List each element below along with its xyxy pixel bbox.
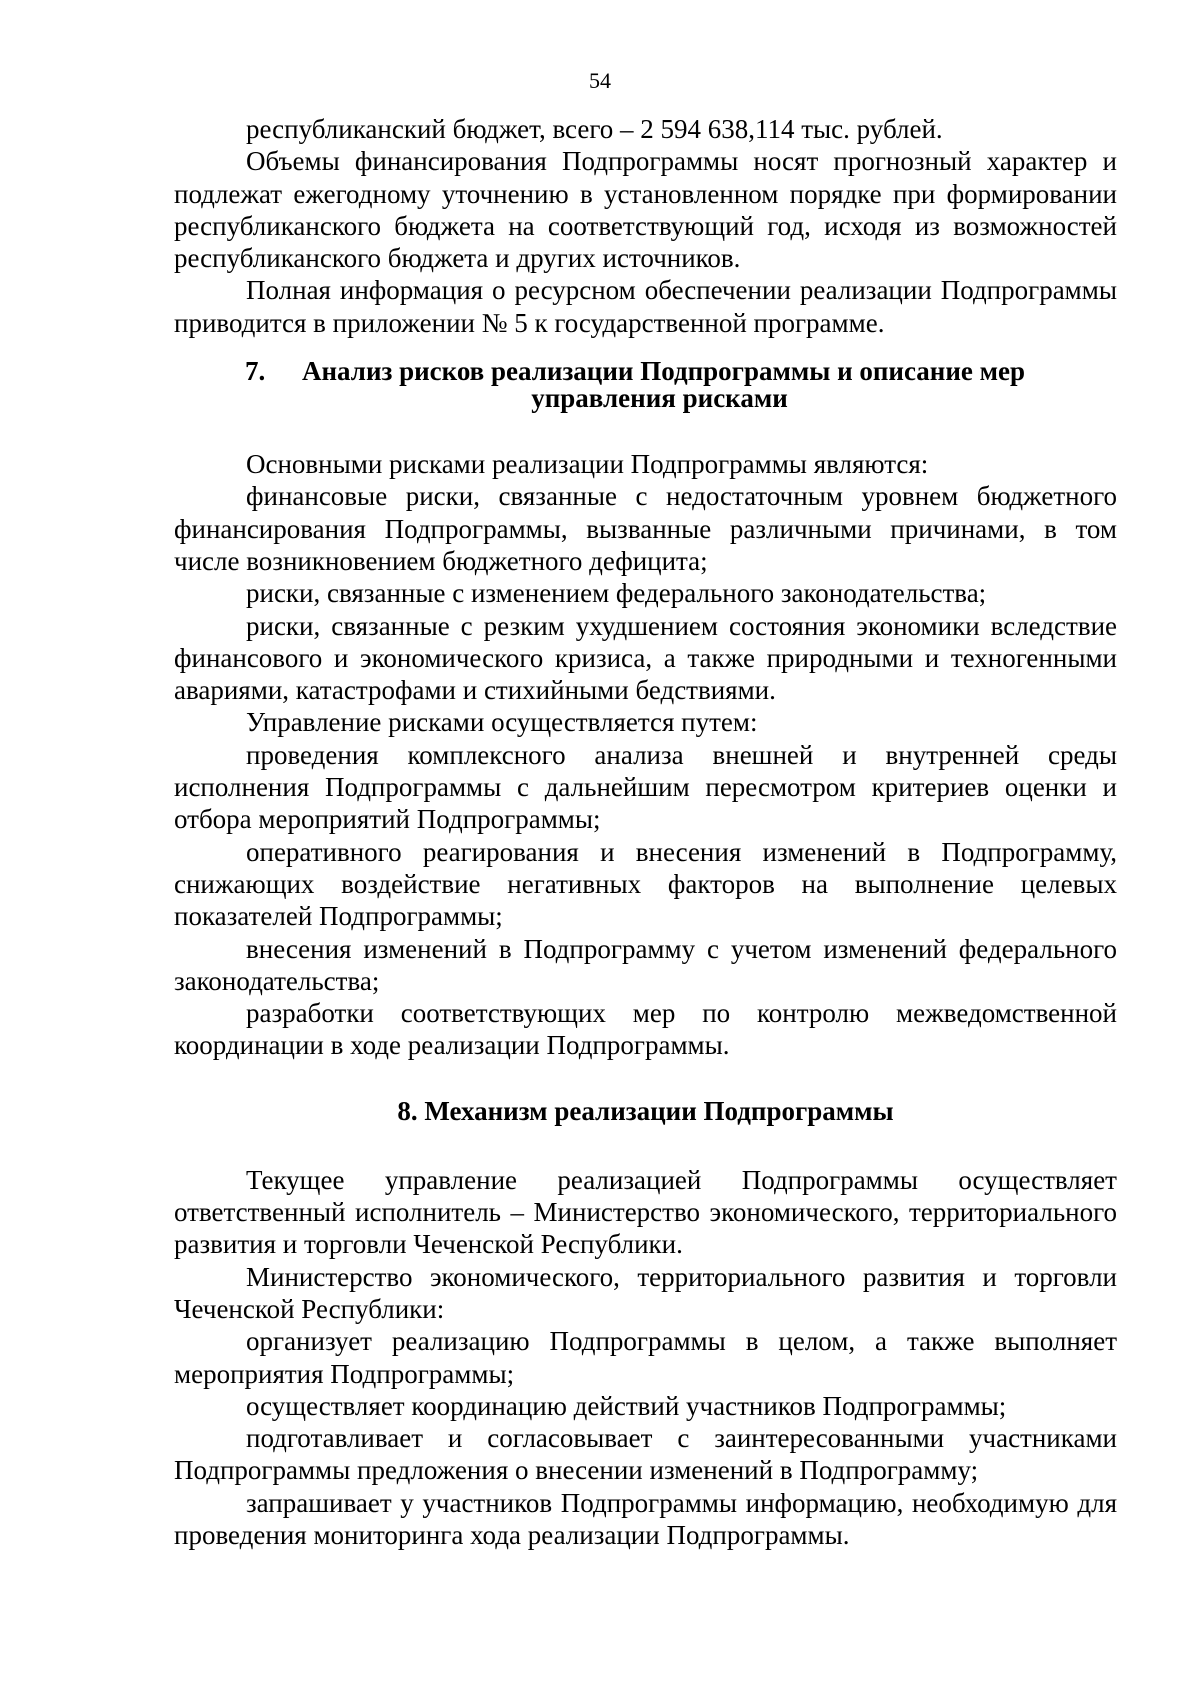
- paragraph: Основными рисками реализации Подпрограммы являются:: [246, 449, 929, 480]
- paragraph: риски, связанные с изменением федерального законодательства;: [246, 578, 987, 609]
- paragraph: Текущее управление реализацией Подпрограммы осуществляет ответственный исполнитель – Министерство экономического, территориального развития и торговли Чеченской Республики.: [174, 1164, 1117, 1260]
- paragraph: внесения изменений в Подпрограмму с учетом изменений федерального законодательства;: [174, 933, 1117, 996]
- paragraph: финансовые риски, связанные с недостаточным уровнем бюджетного финансирования Подпрограммы, вызванные различными причинами, в том числе возникновением бюджетного дефицита;: [174, 481, 1117, 576]
- paragraph: Министерство экономического, территориального развития и торговли Чеченской Республики:: [174, 1261, 1117, 1324]
- section-7-number: 7.: [245, 356, 266, 387]
- paragraph: разработки соответствующих мер по контролю межведомственной координации в ходе реализации Подпрограммы.: [174, 998, 1117, 1061]
- paragraph: оперативного реагирования и внесения изменений в Подпрограмму, снижающих воздействие негативных факторов на выполнение целевых показателей Подпрограммы;: [174, 836, 1117, 932]
- paragraph: подготавливает и согласовывает с заинтересованными участниками Подпрограммы предложения о внесении изменений в Подпрограмму;: [174, 1423, 1117, 1486]
- section-7-title-line1: Анализ рисков реализации Подпрограммы и описание мер: [302, 356, 1026, 387]
- paragraph: организует реализацию Подпрограммы в целом, а также выполняет мероприятия Подпрограммы;: [174, 1326, 1117, 1389]
- paragraph: Управление рисками осуществляется путем:: [246, 707, 758, 738]
- section-7-title-line2: управления рисками: [531, 383, 788, 414]
- paragraph-financing-volumes: Объемы финансирования Подпрограммы носят прогнозный характер и подлежат ежегодному уточнению в установленном порядке при формировании республиканского бюджета на соответствующий год, исходя из возможностей республиканского бюджета и других источников.: [174, 146, 1117, 274]
- page-number: 54: [589, 68, 611, 93]
- paragraph-resource-info: Полная информация о ресурсном обеспечении реализации Подпрограммы приводится в приложении № 5 к государственной программе.: [174, 275, 1117, 338]
- paragraph: осуществляет координацию действий участников Подпрограммы;: [246, 1390, 1007, 1421]
- paragraph: проведения комплексного анализа внешней и внутренней среды исполнения Подпрограммы с дальнейшим пересмотром критериев оценки и отбора мероприятий Подпрограммы;: [174, 739, 1117, 835]
- document-body: [174, 113, 1117, 1551]
- section-7-heading: [174, 358, 1117, 412]
- section-8-heading: 8. Механизм реализации Подпрограммы: [397, 1095, 894, 1126]
- paragraph: запрашивает у участников Подпрограммы информацию, необходимую для проведения мониторинга хода реализации Подпрограммы.: [174, 1487, 1117, 1550]
- paragraph: риски, связанные с резким ухудшением состояния экономики вследствие финансового и экономического кризиса, а также природными и техногенными авариями, катастрофами и стихийными бедствиями.: [174, 610, 1117, 706]
- paragraph-budget-total: республиканский бюджет, всего – 2 594 638,114 тыс. рублей.: [246, 114, 943, 144]
